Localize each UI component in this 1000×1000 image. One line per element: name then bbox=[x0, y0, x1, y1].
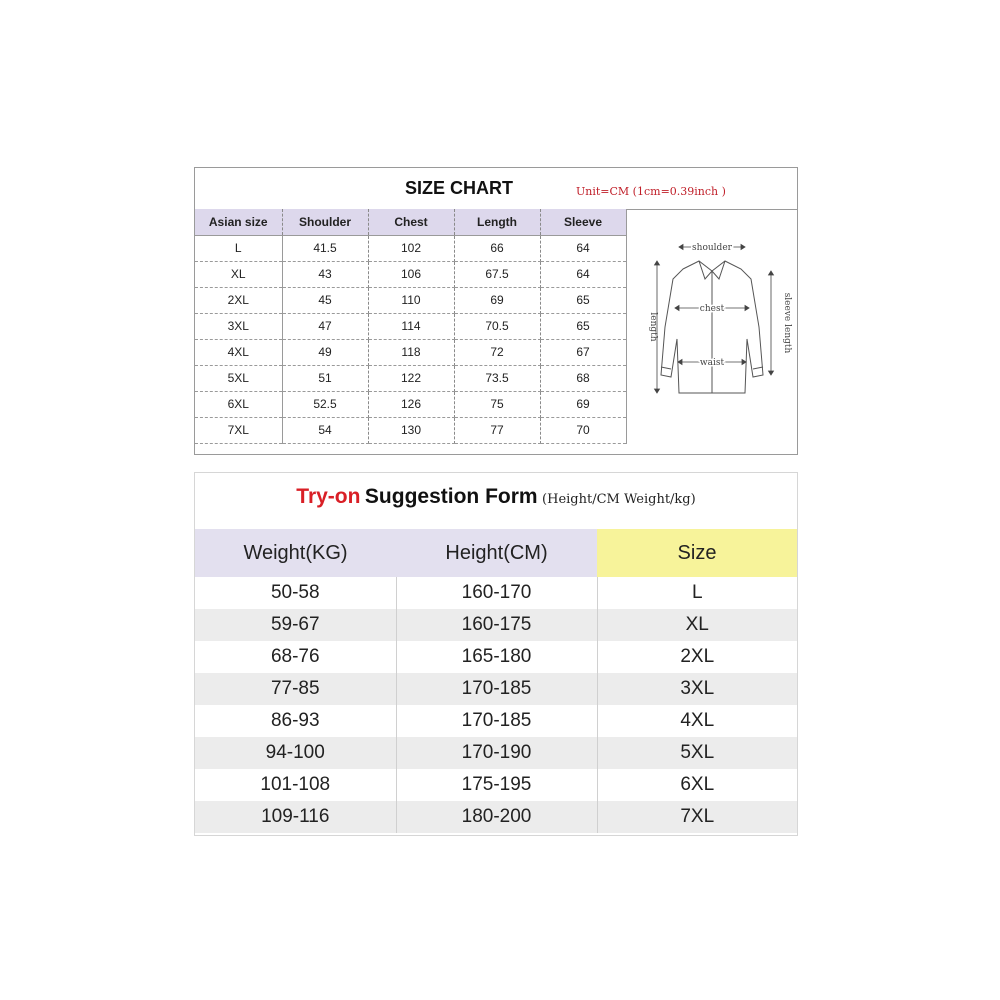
cell-weight: 77-85 bbox=[195, 673, 396, 705]
table-row bbox=[195, 737, 797, 769]
cell-length: 72 bbox=[454, 339, 540, 365]
cell-weight: 50-58 bbox=[195, 577, 396, 609]
size-chart-title: SIZE CHART bbox=[405, 178, 513, 198]
cell-length: 69 bbox=[454, 287, 540, 313]
cell-shoulder: 43 bbox=[282, 261, 368, 287]
cell-chest: 102 bbox=[368, 235, 454, 261]
cell-shoulder: 49 bbox=[282, 339, 368, 365]
cell-sleeve: 64 bbox=[540, 261, 626, 287]
cell-size: 3XL bbox=[195, 313, 282, 339]
header-chest: Chest bbox=[368, 209, 454, 235]
table-row bbox=[195, 391, 626, 417]
cell-size: XL bbox=[597, 609, 797, 641]
table-row bbox=[195, 261, 626, 287]
size-chart-title-bar bbox=[195, 168, 797, 210]
header-size: Size bbox=[597, 529, 797, 577]
tryon-title-note: (Height/CM Weight/kg) bbox=[542, 492, 696, 507]
table-row bbox=[195, 417, 626, 443]
cell-height: 170-190 bbox=[396, 737, 597, 769]
cell-chest: 122 bbox=[368, 365, 454, 391]
cell-chest: 114 bbox=[368, 313, 454, 339]
cell-shoulder: 41.5 bbox=[282, 235, 368, 261]
cell-size: 6XL bbox=[195, 391, 282, 417]
shirt-diagram bbox=[627, 235, 797, 455]
cell-chest: 110 bbox=[368, 287, 454, 313]
cell-size: L bbox=[597, 577, 797, 609]
cell-size: XL bbox=[195, 261, 282, 287]
cell-height: 180-200 bbox=[396, 801, 597, 833]
waist-label: waist bbox=[699, 358, 725, 368]
table-row bbox=[195, 609, 797, 641]
cell-height: 170-185 bbox=[396, 705, 597, 737]
cell-size: 5XL bbox=[195, 365, 282, 391]
tryon-table bbox=[195, 529, 797, 833]
header-asian-size: Asian size bbox=[195, 209, 282, 235]
cell-height: 160-170 bbox=[396, 577, 597, 609]
tryon-title-highlight: Try-on bbox=[296, 485, 361, 508]
cell-weight: 86-93 bbox=[195, 705, 396, 737]
cell-size: 5XL bbox=[597, 737, 797, 769]
cell-chest: 118 bbox=[368, 339, 454, 365]
tryon-header-row bbox=[195, 529, 797, 577]
cell-weight: 94-100 bbox=[195, 737, 396, 769]
table-row bbox=[195, 641, 797, 673]
table-row bbox=[195, 313, 626, 339]
cell-shoulder: 54 bbox=[282, 417, 368, 443]
size-chart-header-row bbox=[195, 209, 626, 235]
cell-size: 3XL bbox=[597, 673, 797, 705]
cell-weight: 109-116 bbox=[195, 801, 396, 833]
cell-shoulder: 52.5 bbox=[282, 391, 368, 417]
cell-height: 160-175 bbox=[396, 609, 597, 641]
cell-height: 170-185 bbox=[396, 673, 597, 705]
table-row bbox=[195, 673, 797, 705]
length-label: length bbox=[648, 312, 658, 342]
header-weight: Weight(KG) bbox=[195, 529, 396, 577]
cell-sleeve: 65 bbox=[540, 287, 626, 313]
cell-size: 7XL bbox=[195, 417, 282, 443]
tryon-title-main: Suggestion Form bbox=[364, 485, 538, 508]
cell-length: 70.5 bbox=[454, 313, 540, 339]
table-row bbox=[195, 577, 797, 609]
shoulder-label: shoulder bbox=[692, 243, 732, 253]
table-row bbox=[195, 235, 626, 261]
tryon-title bbox=[195, 485, 797, 509]
table-row bbox=[195, 705, 797, 737]
cell-size: 7XL bbox=[597, 801, 797, 833]
chest-label: chest bbox=[699, 304, 725, 314]
cell-shoulder: 51 bbox=[282, 365, 368, 391]
tryon-suggestion-panel bbox=[194, 472, 798, 836]
cell-sleeve: 65 bbox=[540, 313, 626, 339]
cell-chest: 130 bbox=[368, 417, 454, 443]
cell-length: 67.5 bbox=[454, 261, 540, 287]
cell-size: 4XL bbox=[195, 339, 282, 365]
table-row bbox=[195, 339, 626, 365]
size-chart-table bbox=[195, 209, 627, 444]
unit-note: Unit=CM (1cm=0.39inch ) bbox=[576, 185, 726, 198]
cell-sleeve: 70 bbox=[540, 417, 626, 443]
cell-length: 75 bbox=[454, 391, 540, 417]
cell-chest: 126 bbox=[368, 391, 454, 417]
sleeve-length-label: sleeve length bbox=[782, 292, 792, 354]
table-row bbox=[195, 365, 626, 391]
cell-chest: 106 bbox=[368, 261, 454, 287]
cell-size: 4XL bbox=[597, 705, 797, 737]
header-height: Height(CM) bbox=[396, 529, 597, 577]
cell-size: L bbox=[195, 235, 282, 261]
cell-size: 2XL bbox=[195, 287, 282, 313]
table-row bbox=[195, 287, 626, 313]
cell-length: 66 bbox=[454, 235, 540, 261]
cell-shoulder: 47 bbox=[282, 313, 368, 339]
header-shoulder: Shoulder bbox=[282, 209, 368, 235]
cell-size: 6XL bbox=[597, 769, 797, 801]
cell-sleeve: 68 bbox=[540, 365, 626, 391]
cell-weight: 101-108 bbox=[195, 769, 396, 801]
header-sleeve: Sleeve bbox=[540, 209, 626, 235]
table-row bbox=[195, 769, 797, 801]
cell-sleeve: 67 bbox=[540, 339, 626, 365]
size-chart-panel bbox=[194, 167, 798, 455]
cell-shoulder: 45 bbox=[282, 287, 368, 313]
cell-sleeve: 64 bbox=[540, 235, 626, 261]
cell-sleeve: 69 bbox=[540, 391, 626, 417]
cell-weight: 68-76 bbox=[195, 641, 396, 673]
cell-length: 77 bbox=[454, 417, 540, 443]
header-length: Length bbox=[454, 209, 540, 235]
cell-weight: 59-67 bbox=[195, 609, 396, 641]
table-row bbox=[195, 801, 797, 833]
cell-height: 175-195 bbox=[396, 769, 597, 801]
cell-height: 165-180 bbox=[396, 641, 597, 673]
cell-size: 2XL bbox=[597, 641, 797, 673]
cell-length: 73.5 bbox=[454, 365, 540, 391]
